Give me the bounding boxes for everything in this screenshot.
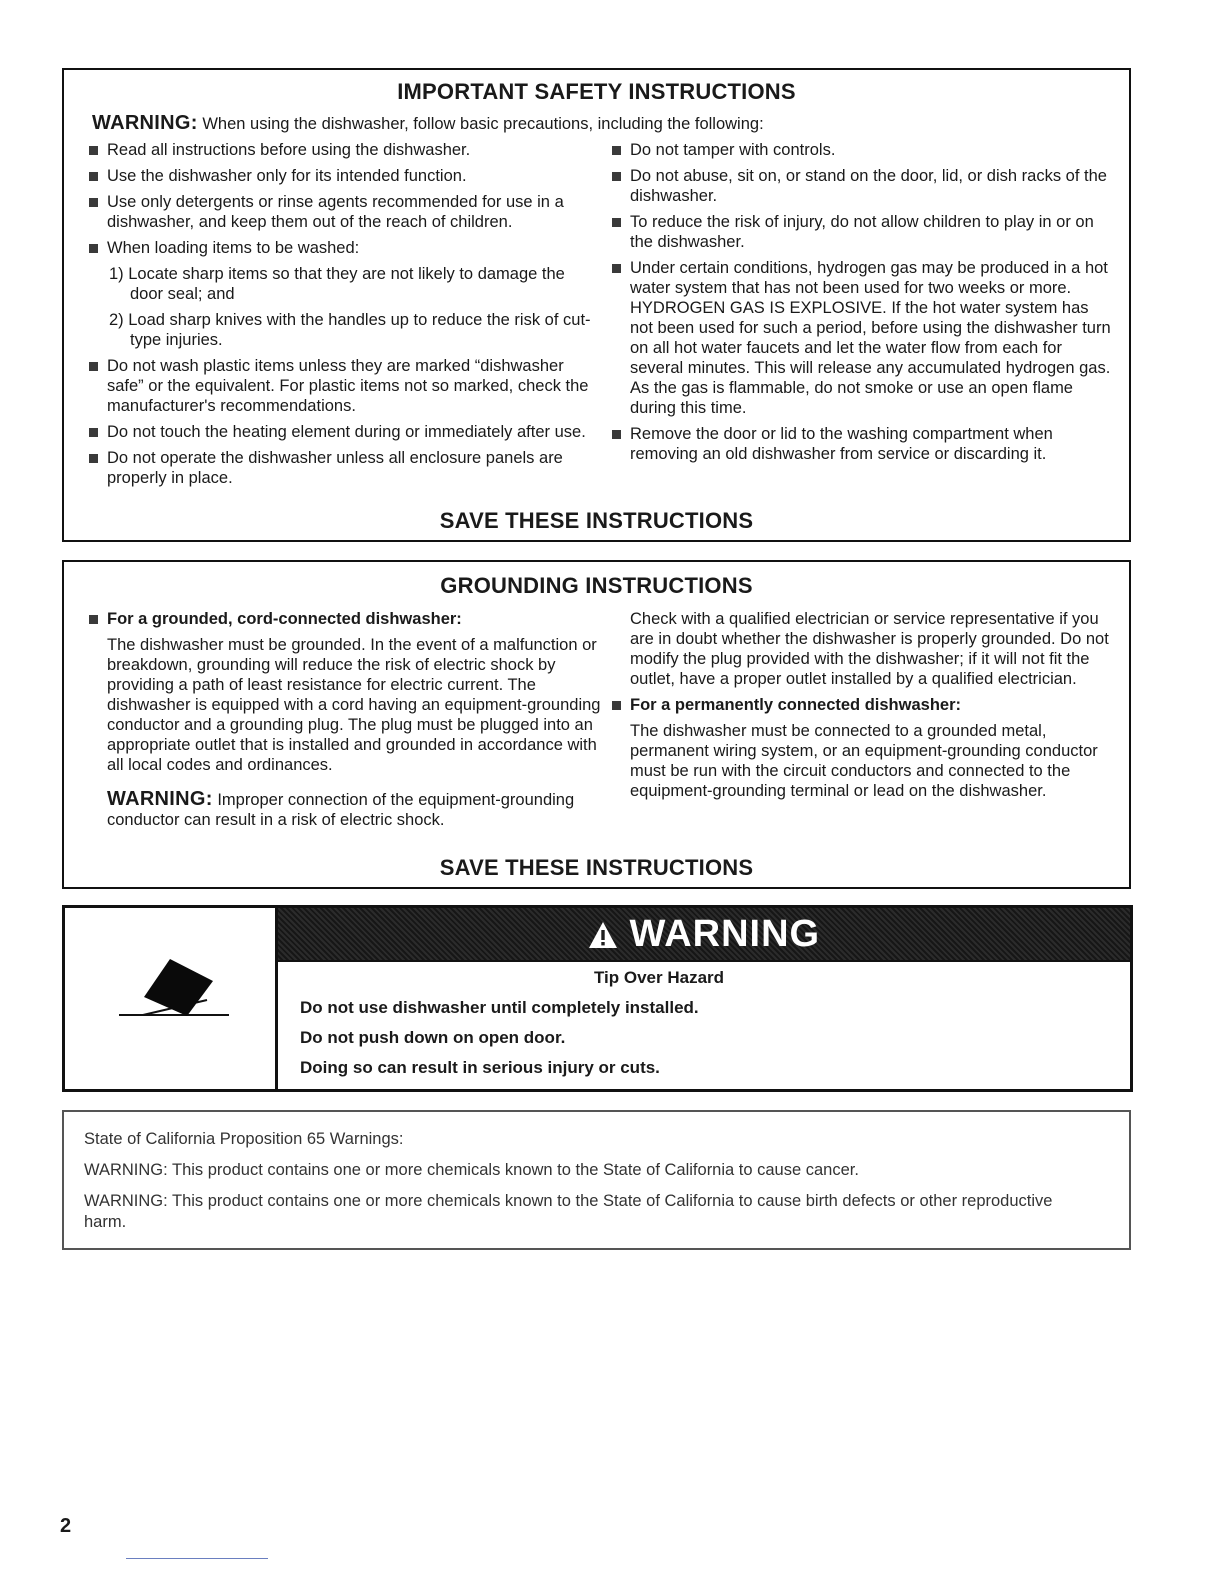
list-item: Use the dishwasher only for its intended function. [86, 166, 596, 186]
grounding-warning-label: WARNING: [107, 788, 213, 810]
warning-icon-cell [65, 908, 278, 1089]
warning-line: Do not use dishwasher until completely installed. [300, 998, 699, 1017]
list-item: Remove the door or lid to the washing compartment when removing an old dishwasher from service or discarding it. [609, 424, 1114, 464]
list-item: Do not abuse, sit on, or stand on the door, lid, or dish racks of the dishwasher. [609, 166, 1114, 206]
check-electrician-text: Check with a qualified electrician or service representative if you are in doubt whether the dishwasher is properly grounded. Do not modify the plug provided with the dishwasher; if it will not fit the outlet, have a proper outlet installed by a qualified electrician. [630, 610, 1109, 688]
warning-line: Doing so can result in serious injury or cuts. [300, 1058, 660, 1077]
tip-over-warning-box [62, 905, 1133, 1092]
tip-over-title: Tip Over Hazard [593, 968, 725, 987]
grounding-title: GROUNDING INSTRUCTIONS [440, 573, 753, 598]
tip-over-hazard-icon [65, 908, 275, 1089]
grounding-left-column [86, 609, 601, 836]
prop65-reproductive-warning: WARNING: This product contains one or more chemicals known to the State of California to cause birth defects or other reproductive harm. [84, 1192, 1053, 1231]
bottom-rule [126, 1558, 268, 1559]
safety-instructions-box [62, 68, 1131, 542]
safety-warning-label: WARNING: [92, 112, 198, 134]
cord-connected-text: The dishwasher must be grounded. In the event of a malfunction or breakdown, grounding will reduce the risk of electric shock by providing a path of least resistance for electric current. The dishwasher is equipped with a cord having an equipment-grounding conductor and a grounding plug. The plug must be plugged into an appropriate outlet that is installed and grounded in accordance with all local codes and ordinances. [107, 636, 601, 774]
safety-warning-line [92, 112, 764, 135]
list-item: Do not wash plastic items unless they are marked “dishwasher safe” or the equivalent. For plastic items not so marked, check the manufacturer's recommendations. [86, 356, 596, 416]
list-item: To reduce the risk of injury, do not allow children to play in or on the dishwasher. [609, 212, 1114, 252]
sub-list-item: 2) Load sharp knives with the handles up to reduce the risk of cut-type injuries. [109, 311, 591, 349]
warning-line: Do not push down on open door. [300, 1028, 566, 1047]
prop65-heading: State of California Proposition 65 Warnings: [84, 1130, 404, 1148]
list-item: Read all instructions before using the dishwasher. [86, 140, 596, 160]
prop65-box [62, 1110, 1131, 1250]
list-item: Do not touch the heating element during or immediately after use. [86, 422, 596, 442]
permanent-connection-text: The dishwasher must be connected to a grounded metal, permanent wiring system, or an equipment-grounding conductor must be run with the circuit conductors and connected to the equipment-grounding terminal or lead on the dishwasher. [630, 722, 1098, 800]
warning-banner-text: WARNING [629, 913, 821, 955]
permanent-connection-heading: For a permanently connected dishwasher: [609, 695, 1114, 715]
safety-title: IMPORTANT SAFETY INSTRUCTIONS [397, 79, 796, 104]
warning-banner [278, 908, 1130, 962]
cord-connected-heading: For a grounded, cord-connected dishwasher: [86, 609, 601, 629]
grounding-save-instructions: SAVE THESE INSTRUCTIONS [439, 855, 754, 880]
safety-right-column [609, 140, 1114, 470]
prop65-cancer-warning: WARNING: This product contains one or more chemicals known to the State of California to cause cancer. [84, 1161, 859, 1179]
list-item: Under certain conditions, hydrogen gas may be produced in a hot water system that has not been used for two weeks or more. HYDROGEN GAS IS EXPLOSIVE. If the hot water system has not been used for such a period, before using the dishwasher turn on all hot water faucets and let the water flow from each for several minutes. This will release any accumulated hydrogen gas. As the gas is flammable, do not smoke or use an open flame during this time. [609, 258, 1114, 418]
safety-save-instructions: SAVE THESE INSTRUCTIONS [439, 508, 754, 533]
list-item: When loading items to be washed: [86, 238, 596, 258]
sub-list-item: 1) Locate sharp items so that they are not likely to damage the door seal; and [109, 265, 565, 303]
list-item: Use only detergents or rinse agents recommended for use in a dishwasher, and keep them out of the reach of children. [86, 192, 596, 232]
warning-triangle-icon [588, 913, 630, 955]
warning-body [300, 968, 1130, 1088]
grounding-instructions-box [62, 560, 1131, 889]
list-item: Do not tamper with controls. [609, 140, 1114, 160]
grounding-warning-text: Improper connection of the equipment-grounding conductor can result in a risk of electric shock. [107, 791, 575, 829]
safety-warning-text: When using the dishwasher, follow basic precautions, including the following: [202, 115, 764, 133]
page-number: 2 [60, 1515, 72, 1537]
list-item: Do not operate the dishwasher unless all enclosure panels are properly in place. [86, 448, 596, 488]
grounding-right-column [609, 609, 1114, 807]
safety-left-column [86, 140, 596, 494]
grounding-warning [86, 789, 601, 830]
